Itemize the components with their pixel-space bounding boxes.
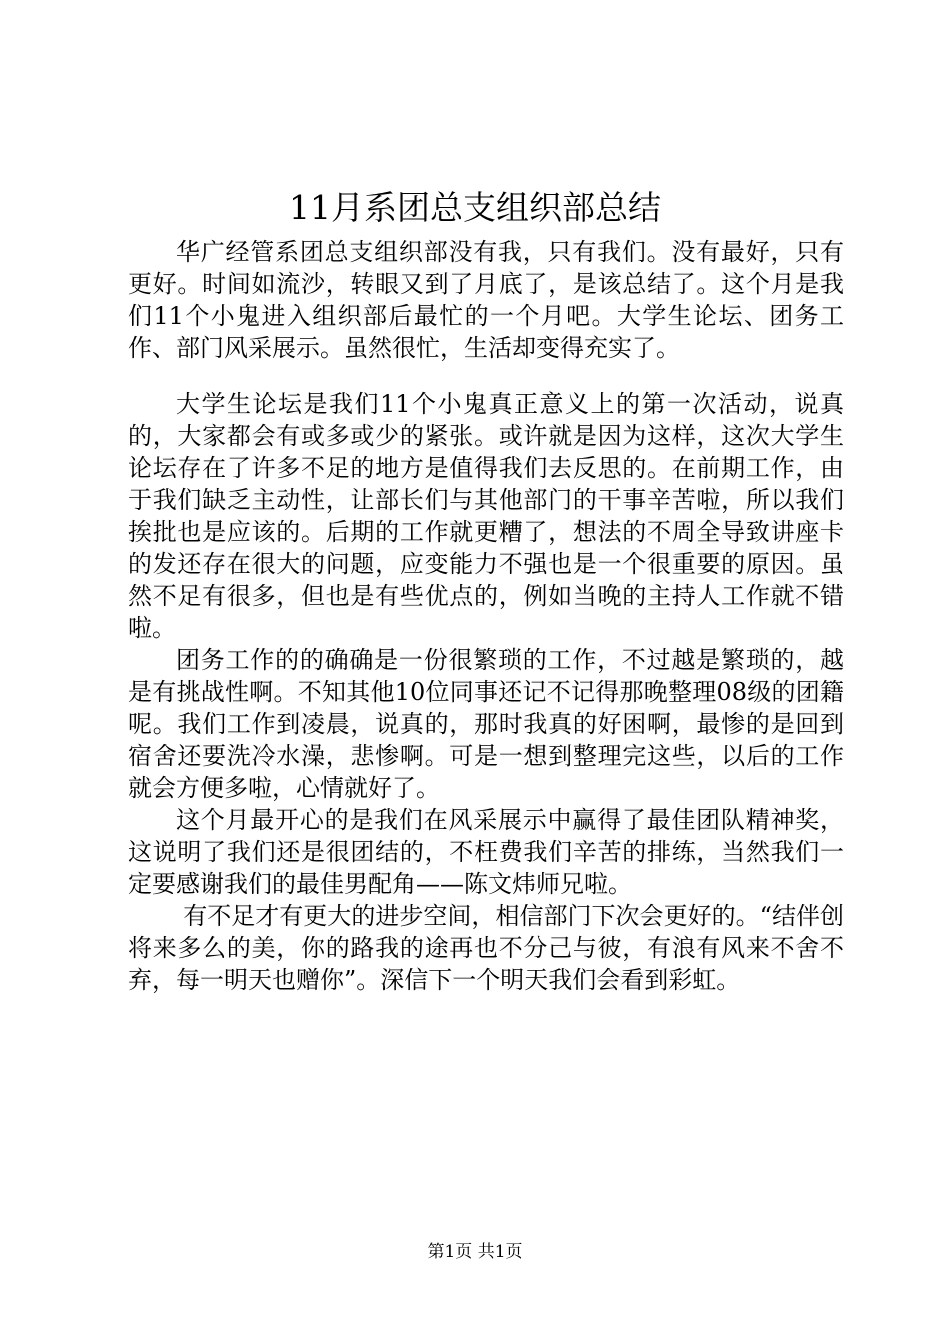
paragraph-intro: 华广经管系团总支组织部没有我，只有我们。没有最好，只有更好。时间如流沙，转眼又到了月底了，是该总结了。这个月是我们11个小鬼进入组织部后最忙的一个月吧。大学生论坛、团务工作、部门风采展示。虽然很忙，生活却变得充实了。 <box>128 238 844 362</box>
paragraph-showcase: 这个月最开心的是我们在风采展示中赢得了最佳团队精神奖，这说明了我们还是很团结的，不枉费我们辛苦的排练，当然我们一定要感谢我们的最佳男配角——陈文炜师兄啦。 <box>128 806 844 898</box>
page-footer: 第1页 共1页 <box>427 1242 523 1262</box>
body-block <box>128 388 844 996</box>
paragraph-forum: 大学生论坛是我们11个小鬼真正意义上的第一次活动，说真的，大家都会有或多或少的紧张。或许就是因为这样，这次大学生论坛存在了许多不足的地方是值得我们去反思的。在前期工作，由于我们缺乏主动性，让部长们与其他部门的干事辛苦啦，所以我们挨批也是应该的。后期的工作就更糟了，想法的不周全导致讲座卡的发还存在很大的问题，应变能力不强也是一个很重要的原因。虽然不足有很多，但也是有些优点的，例如当晚的主持人工作就不错啦。 <box>128 390 844 642</box>
paragraph-conclusion: 有不足才有更大的进步空间，相信部门下次会更好的。“结伴创将来多么的美，你的路我的途再也不分己与彼，有浪有风来不舍不弃，每一明天也赠你”。深信下一个明天我们会看到彩虹。 <box>128 902 844 994</box>
paragraph-league-work: 团务工作的的确确是一份很繁琐的工作，不过越是繁琐的，越是有挑战性啊。不知其他10位同事还记不记得那晚整理08级的团籍呢。我们工作到凌晨，说真的，那时我真的好困啊，最惨的是回到宿舍还要洗冷水澡，悲惨啊。可是一想到整理完这些，以后的工作就会方便多啦，心情就好了。 <box>128 646 844 802</box>
intro-block <box>128 236 844 364</box>
document-title: 11月系团总支组织部总结 <box>289 188 661 227</box>
